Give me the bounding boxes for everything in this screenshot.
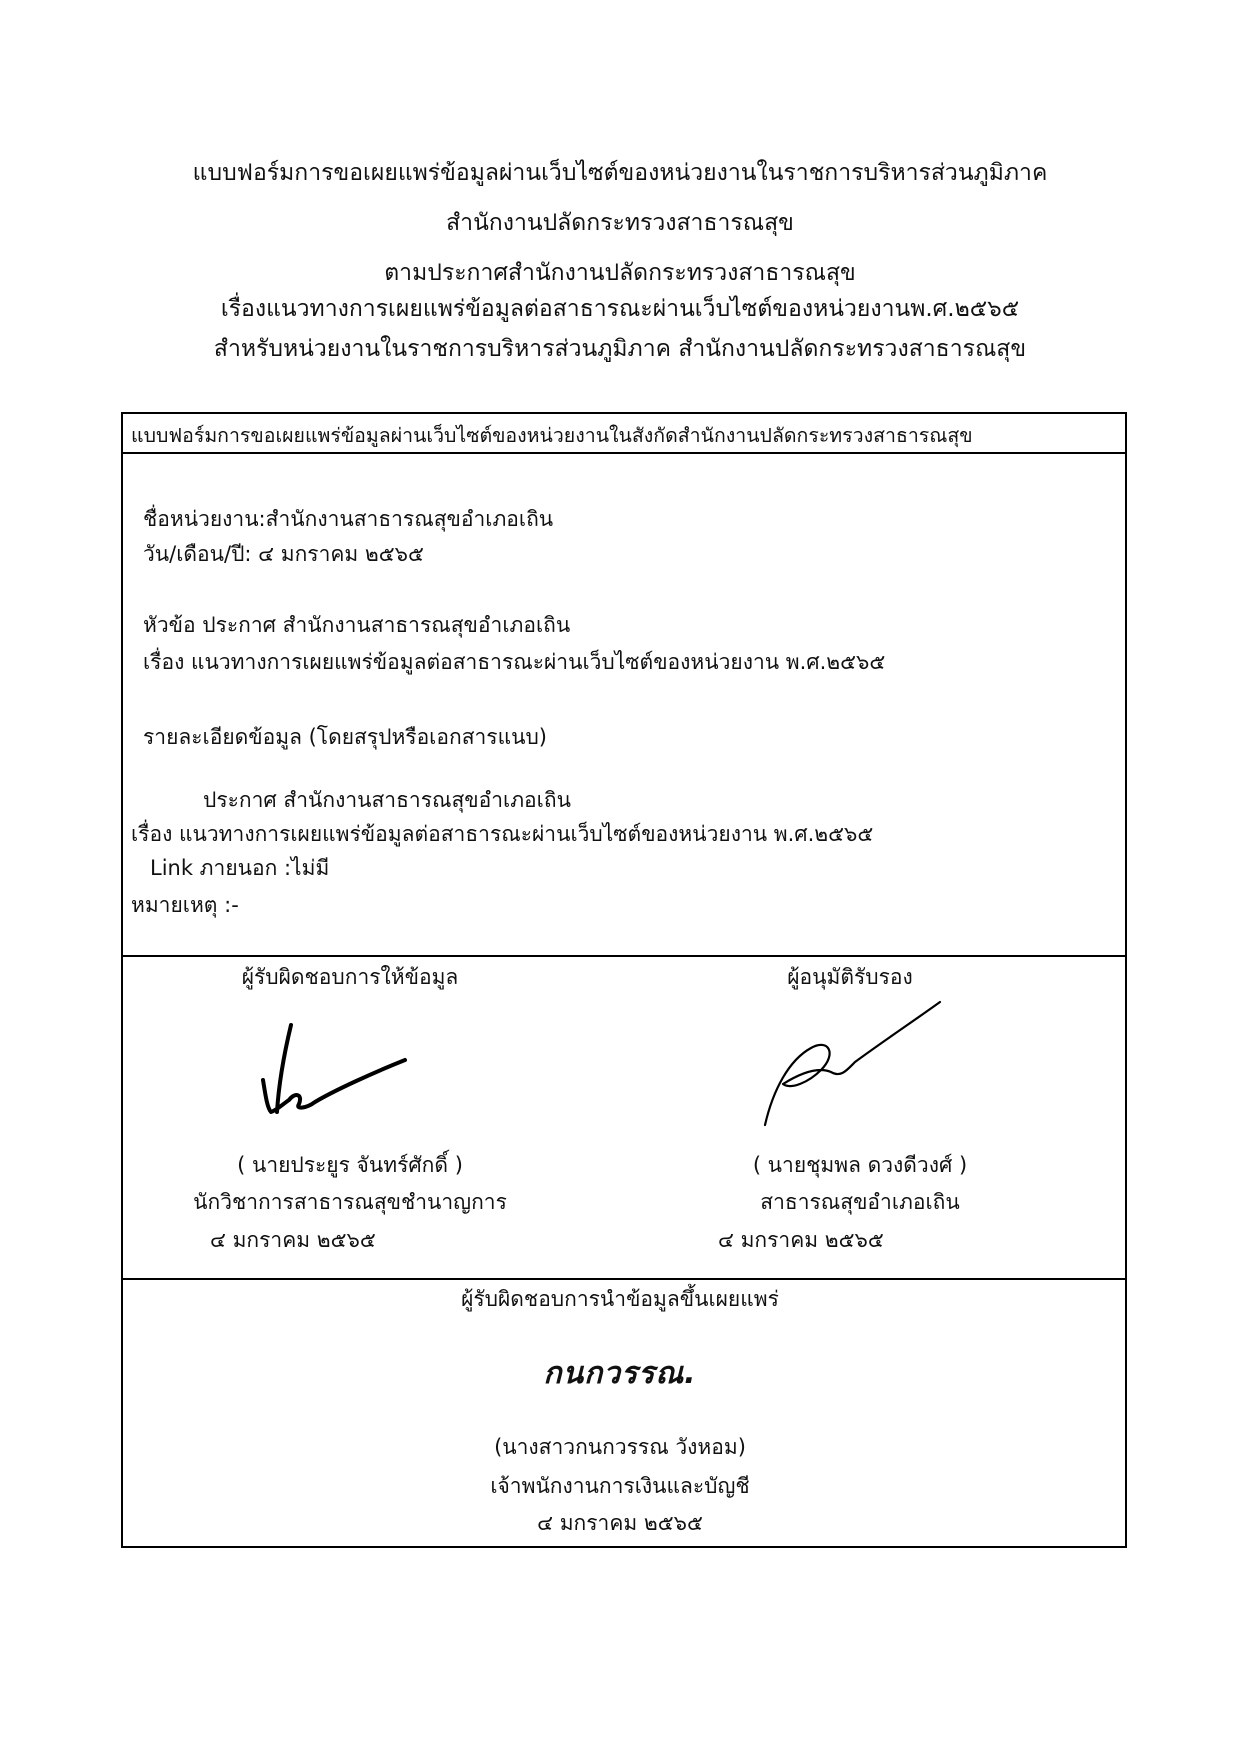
left-signer-position: นักวิชาการสาธารณสุขชำนาญการ (193, 1190, 507, 1214)
right-signer-role: ผู้อนุมัติรับรอง (787, 965, 913, 989)
bottom-signer-role: ผู้รับผิดชอบการนำข้อมูลขึ้นเผยแพร่ (461, 1287, 779, 1311)
detail-line-1: ประกาศ สำนักงานสาธารณสุขอำเภอเถิน (203, 788, 571, 812)
right-signer-name: ( นายชุมพล ดวงดีวงศ์ ) (752, 1153, 968, 1177)
detail-line-2: เรื่อง แนวทางการเผยแพร่ข้อมูลต่อสาธารณะผ่านเว็บไซต์ของหน่วยงาน พ.ศ.๒๕๖๕ (131, 822, 874, 846)
right-signer-date: ๔ มกราคม ๒๕๖๕ (718, 1228, 884, 1252)
header-line-4: เรื่องแนวทางการเผยแพร่ข้อมูลต่อสาธารณะผ่านเว็บไซต์ของหน่วยงานพ.ศ.๒๕๖๕ (220, 296, 1020, 322)
external-link: Link ภายนอก :ไม่มี (150, 856, 330, 880)
details-label: รายละเอียดข้อมูล (โดยสรุปหรือเอกสารแนบ) (143, 725, 547, 749)
topic: หัวข้อ ประกาศ สำนักงานสาธารณสุขอำเภอเถิน (143, 613, 571, 637)
bottom-signer-date: ๔ มกราคม ๒๕๖๕ (537, 1511, 703, 1535)
bottom-signer-name: (นางสาวกนกวรรณ วังหอม) (494, 1435, 746, 1459)
left-signature (255, 1020, 415, 1120)
header-line-1: แบบฟอร์มการขอเผยแพร่ข้อมูลผ่านเว็บไซต์ของหน่วยงานในราชการบริหารส่วนภูมิภาค (192, 160, 1048, 186)
left-signer-role: ผู้รับผิดชอบการให้ข้อมูล (241, 965, 459, 989)
form-date: วัน/เดือน/ปี: ๔ มกราคม ๒๕๖๕ (143, 542, 424, 566)
header-line-5: สำหรับหน่วยงานในราชการบริหารส่วนภูมิภาค สำนักงานปลัดกระทรวงสาธารณสุข (213, 336, 1027, 362)
bottom-signature: กนกวรรณ. (543, 1356, 697, 1391)
left-signer-date: ๔ มกราคม ๒๕๖๕ (210, 1228, 376, 1252)
divider-title (121, 452, 1127, 454)
form-title: แบบฟอร์มการขอเผยแพร่ข้อมูลผ่านเว็บไซต์ของหน่วยงานในสังกัดสำนักงานปลัดกระทรวงสาธารณสุข (131, 424, 973, 447)
subject: เรื่อง แนวทางการเผยแพร่ข้อมูลต่อสาธารณะผ่านเว็บไซต์ของหน่วยงาน พ.ศ.๒๕๖๕ (143, 650, 886, 674)
right-signature (755, 990, 945, 1130)
bottom-signer-position: เจ้าพนักงานการเงินและบัญชี (490, 1474, 750, 1498)
left-signer-name: ( นายประยูร จันทร์ศักดิ์ ) (237, 1153, 463, 1177)
note: หมายเหตุ :- (131, 893, 239, 917)
header-line-2: สำนักงานปลัดกระทรวงสาธารณสุข (446, 210, 794, 236)
header-line-3: ตามประกาศสำนักงานปลัดกระทรวงสาธารณสุข (384, 260, 856, 286)
divider-details (121, 955, 1127, 957)
unit-name: ชื่อหน่วยงาน:สำนักงานสาธารณสุขอำเภอเถิน (143, 507, 554, 531)
right-signer-position: สาธารณสุขอำเภอเถิน (760, 1190, 960, 1214)
divider-signers (121, 1278, 1127, 1280)
